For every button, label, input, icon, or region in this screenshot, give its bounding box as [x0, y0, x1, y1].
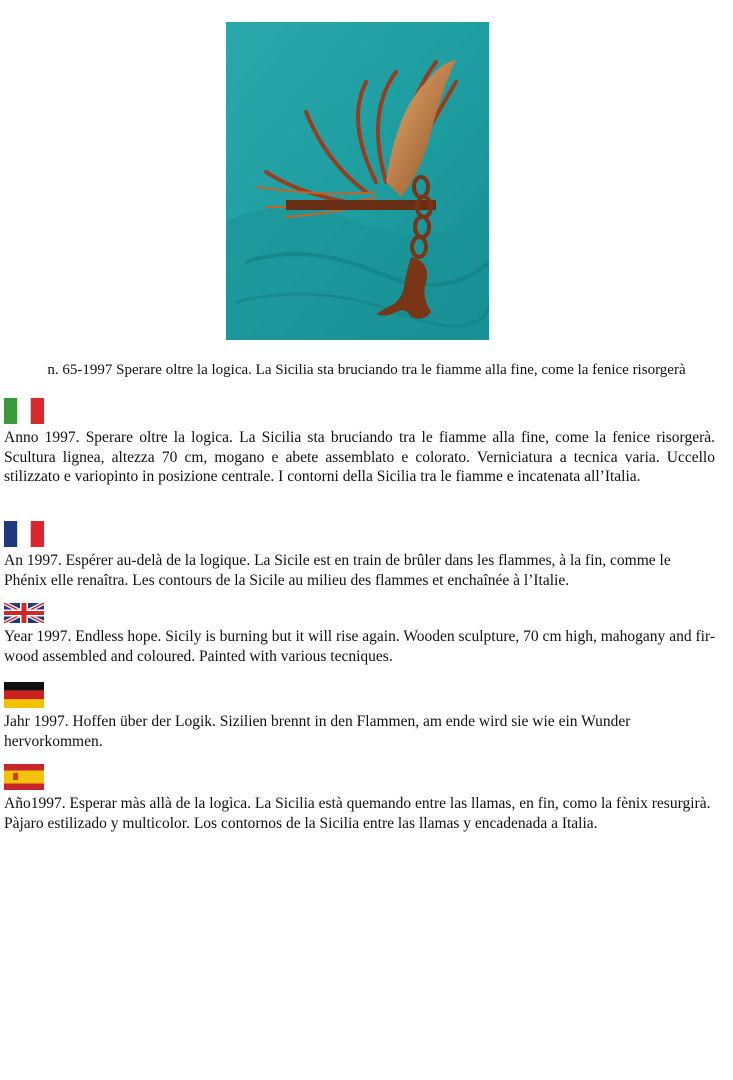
french-section	[4, 521, 715, 590]
english-section	[4, 603, 715, 666]
spanish-flag-icon	[4, 764, 44, 790]
german-flag-icon	[4, 682, 44, 708]
french-description: An 1997. Espérer au-delà de la logique. La Sicile est en train de brûler dans les flammes, à la fin, comme le Phénix elle renaîtra. Les contours de la Sicile au milieu des flammes et enchaînée à l’Italie.	[4, 552, 671, 589]
italian-flag-icon	[4, 398, 44, 424]
italian-section	[4, 398, 715, 487]
german-description: Jahr 1997. Hoffen über der Logik. Sizilien brennt in den Flammen, am ende wird sie wie ein Wunder hervorkommen.	[4, 713, 631, 750]
photo-caption: n. 65-1997 Sperare oltre la logica. La Sicilia sta bruciando tra le fiamme alla fine, come la fenice risorgerà	[47, 362, 686, 378]
italian-description: Anno 1997. Sperare oltre la logica. La Sicilia sta bruciando tra le fiamme alla fine, come la fenice risorgerà. Scultura lignea, altezza 70 cm, mogano e abete assemblato e colorato. Verniciatura a tecnica varia. Uccello stilizzato e variopinto in posizione centrale. I contorni della Sicilia tra le fiamme e incatenata all’Italia.	[4, 429, 715, 485]
french-flag-icon	[4, 521, 44, 547]
german-section	[4, 682, 715, 751]
british-flag-icon	[4, 603, 44, 623]
sculpture-photo	[226, 22, 489, 340]
english-description: Year 1997. Endless hope. Sicily is burning but it will rise again. Wooden sculpture, 70 cm high, mahogany and fir-wood assembled and coloured. Painted with various tecniques.	[4, 628, 715, 665]
spanish-description: Año1997. Esperar màs allà de la logìca. La Sicilia està quemando entre las llamas, en fin, como la fènix resurgirà. Pàjaro estilizado y multicolor. Los contornos de la Sicilia entre las llamas y encadenada a Italia.	[4, 795, 711, 832]
spanish-section	[4, 764, 715, 833]
